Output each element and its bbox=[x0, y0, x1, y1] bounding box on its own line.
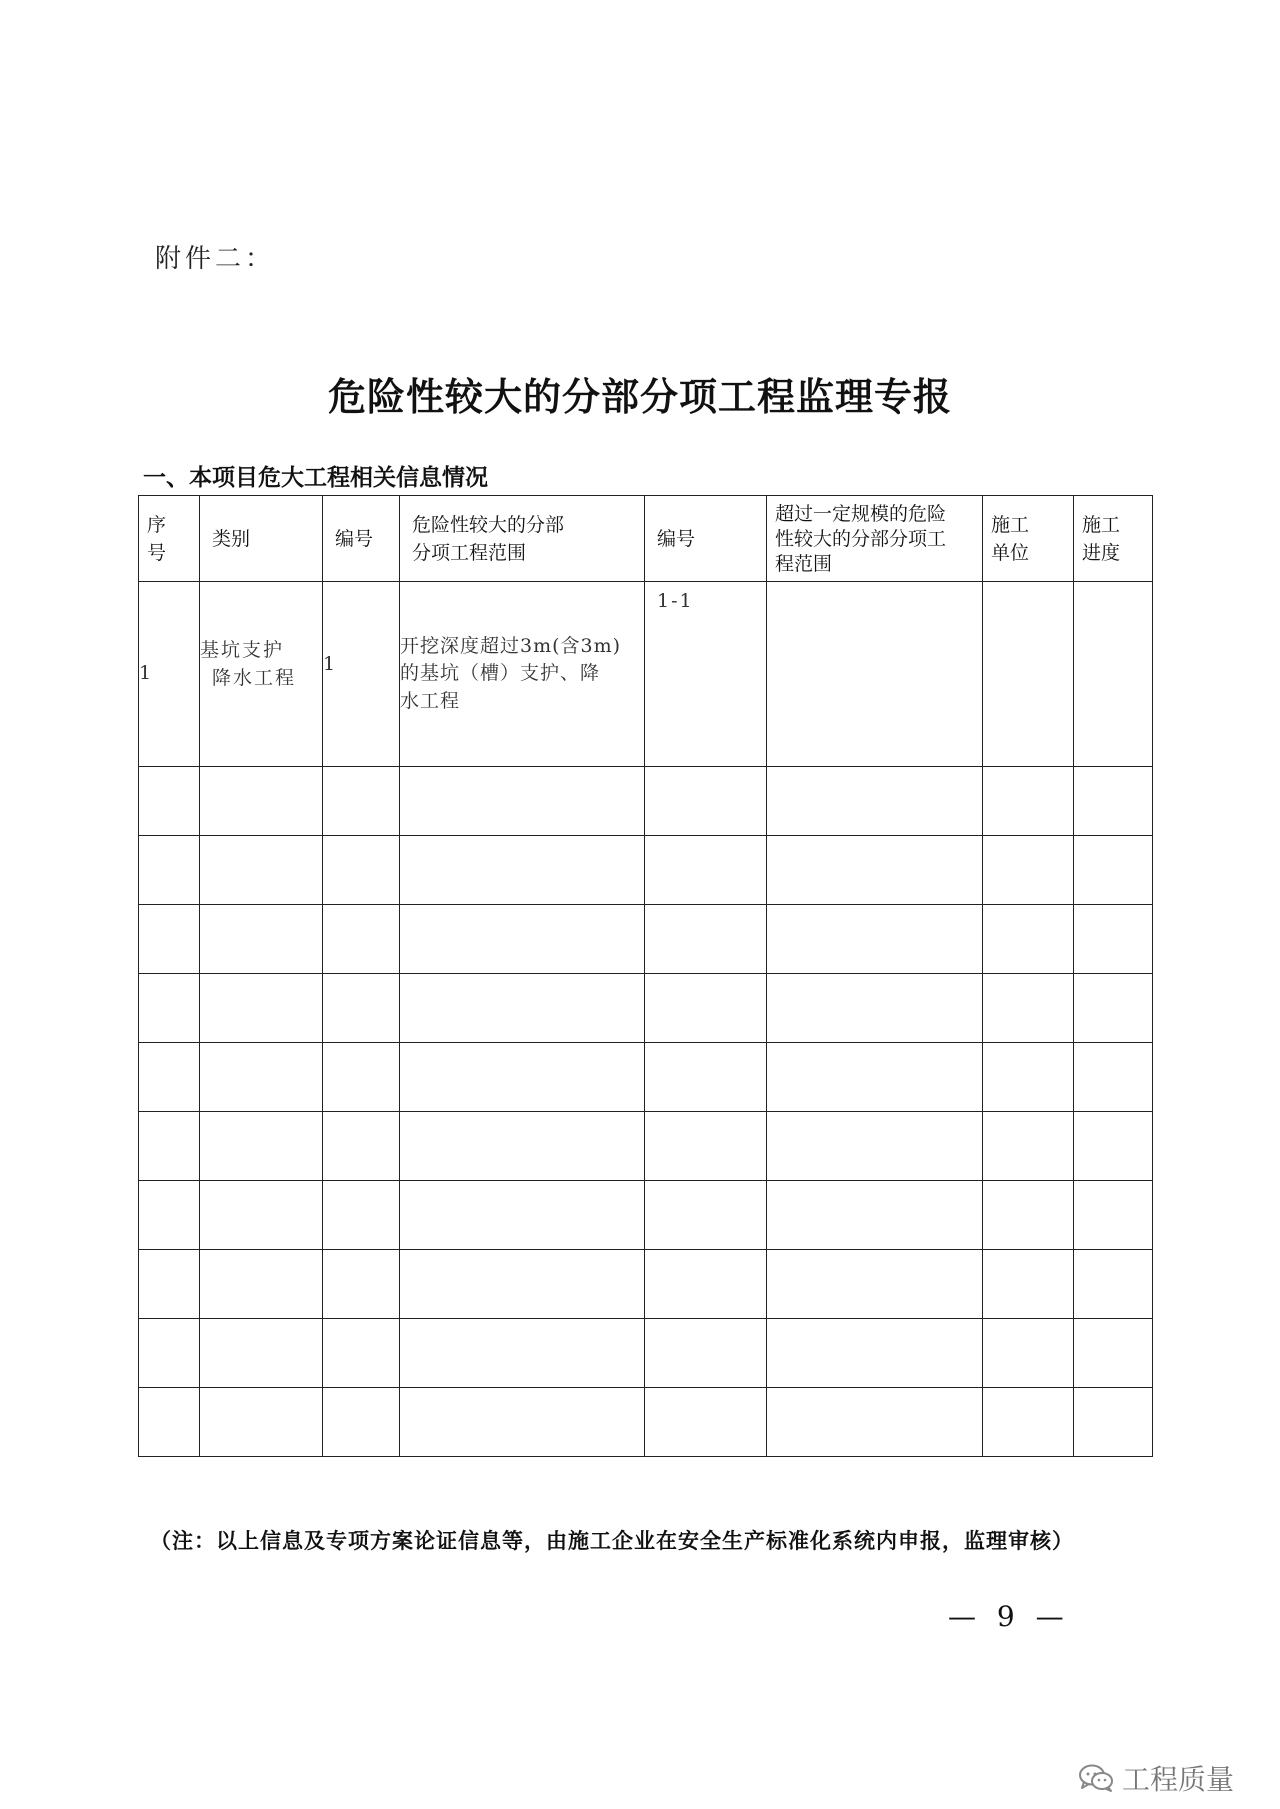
header-scope: 危险性较大的分部 分项工程范围 bbox=[400, 496, 645, 582]
section-title: 一、本项目危大工程相关信息情况 bbox=[143, 464, 488, 491]
table-row-empty bbox=[139, 767, 1153, 836]
table-row-empty bbox=[139, 1250, 1153, 1319]
scope-line-1: 开挖深度超过3m(含3m) bbox=[400, 634, 622, 657]
footnote: （注：以上信息及专项方案论证信息等，由施工企业在安全生产标准化系统内申报，监理审核） bbox=[150, 1529, 1074, 1553]
table-row-empty bbox=[139, 1181, 1153, 1250]
cell-seq: 1 bbox=[139, 582, 200, 767]
header-progress: 施工 进度 bbox=[1074, 496, 1153, 582]
header-seq: 序 号 bbox=[139, 496, 200, 582]
table-row-empty bbox=[139, 905, 1153, 974]
header-unit: 施工 单位 bbox=[983, 496, 1074, 582]
page-number: — 9 — bbox=[948, 1600, 1070, 1633]
table-row bbox=[139, 582, 1153, 767]
table-row-empty bbox=[139, 1043, 1153, 1112]
cell-code-2: 1-1 bbox=[645, 582, 767, 767]
header-large-scope: 超过一定规模的危险 性较大的分部分项工 程范围 bbox=[767, 496, 983, 582]
project-info-table bbox=[138, 495, 1153, 1457]
category-line-1: 基坑支护 bbox=[200, 639, 285, 662]
table-row-empty bbox=[139, 1112, 1153, 1181]
table-row-empty bbox=[139, 836, 1153, 905]
cell-category bbox=[200, 582, 323, 767]
header-code: 编号 bbox=[323, 496, 400, 582]
table-row-empty bbox=[139, 1319, 1153, 1388]
header-category: 类别 bbox=[200, 496, 323, 582]
document-title: 危险性较大的分部分项工程监理专报 bbox=[327, 374, 952, 419]
cell-large-scope bbox=[767, 582, 983, 767]
category-line-2: 降水工程 bbox=[212, 667, 297, 689]
watermark bbox=[1078, 1758, 1234, 1798]
scope-line-3: 水工程 bbox=[400, 689, 461, 712]
cell-code: 1 bbox=[323, 582, 400, 767]
table-row-empty bbox=[139, 1388, 1153, 1457]
cell-unit bbox=[983, 582, 1074, 767]
watermark-text: 工程质量 bbox=[1122, 1763, 1235, 1796]
wechat-icon bbox=[1078, 1763, 1114, 1793]
cell-scope bbox=[400, 582, 645, 767]
scope-line-2: 的基坑（槽）支护、降 bbox=[400, 662, 601, 685]
attachment-label: 附件二： bbox=[155, 244, 276, 274]
table-header-row bbox=[139, 496, 1153, 582]
table-row-empty bbox=[139, 974, 1153, 1043]
header-code-2: 编号 bbox=[645, 496, 767, 582]
cell-progress bbox=[1074, 582, 1153, 767]
